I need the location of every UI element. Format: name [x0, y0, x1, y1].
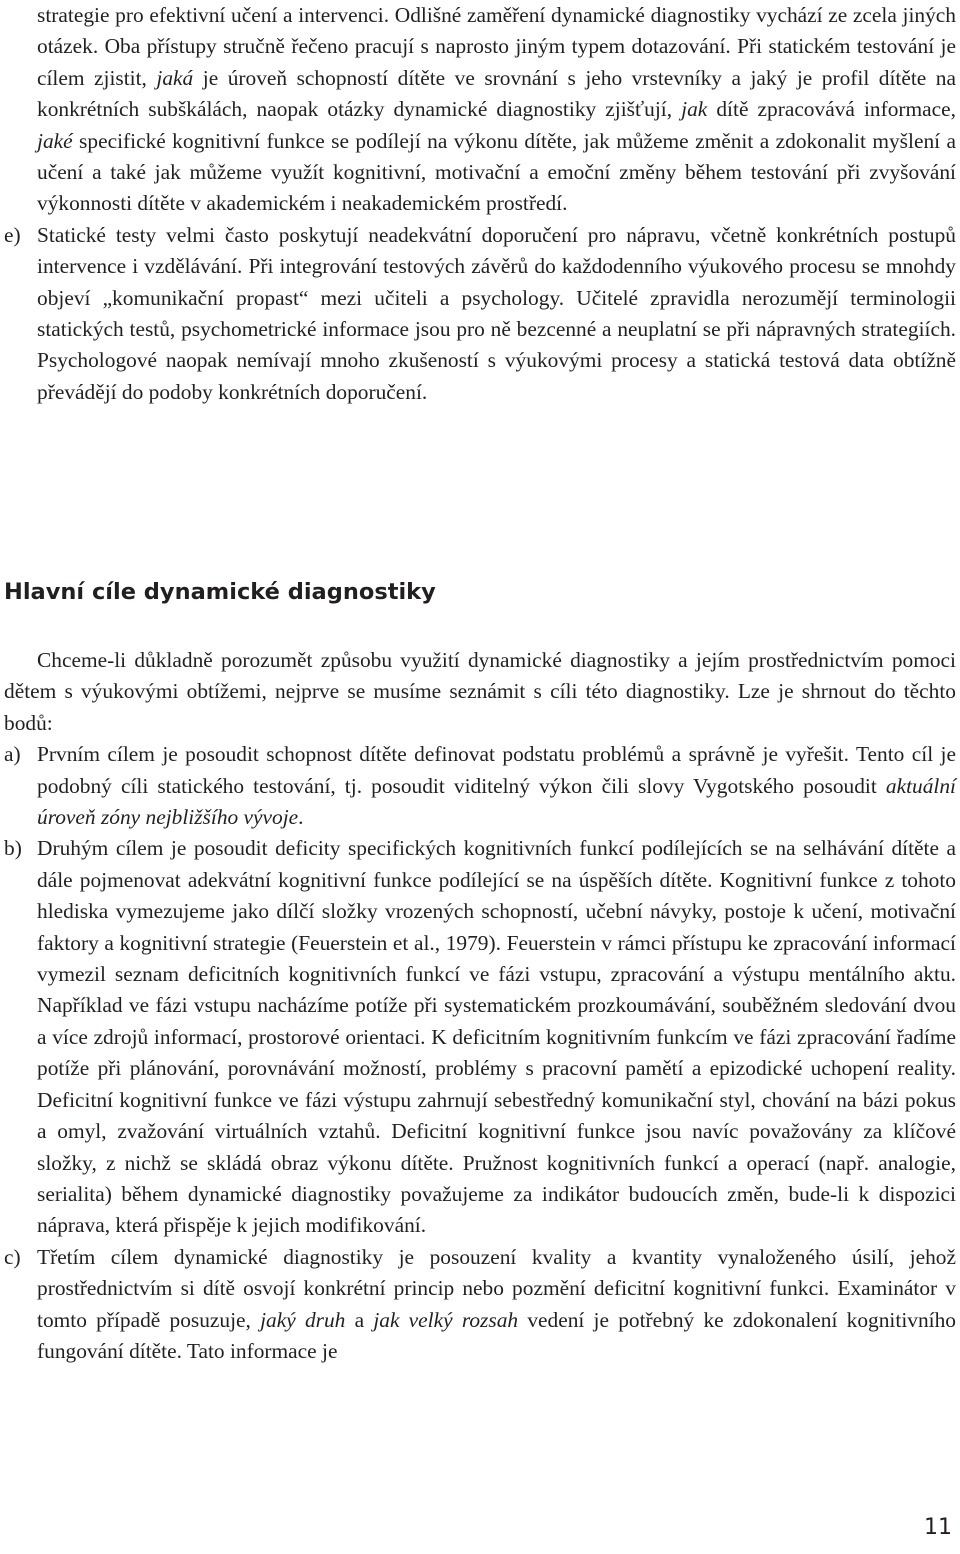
intro-paragraph: Chceme-li důkladně porozumět způsobu využití dynamické diagnostiky a jejím prostřednictvím pomoci dětem s výukovými obtížemi, nejprve se musíme seznámit s cíli této diagnostiky. Lze je shrnout do těchto bodů:: [4, 648, 956, 735]
list-marker: b): [4, 836, 22, 861]
text-run: Prvním cílem je posoudit schopnost dítěte definovat podstatu problémů a správně je vyřešit. Tento cíl je podobný cíli statického testování, tj. posoudit viditelný výkon čili slovy Vygotského posoudit: [37, 742, 956, 798]
list-item-e: [4, 220, 956, 408]
list-item-a: [4, 739, 956, 833]
continued-paragraph: [4, 0, 956, 220]
list-item-text: Statické testy velmi často poskytují neadekvátní doporučení pro nápravu, včetně konkrétních postupů intervence i vzdělávání. Při integrování testových závěrů do každodenního výukového procesu se mnohdy objeví „komunikační propast“ mezi učiteli a psychology. Učitelé zpravidla nerozumějí terminologii statických testů, psychometrické informace jsou pro ně bezcenné a neuplatní se při nápravných strategiích. Psychologové naopak nemívají mnoho zkušeností s výukovými procesy a statická testová data obtížně převádějí do podoby konkrétních doporučení.: [37, 222, 956, 404]
list-item-text: Druhým cílem je posoudit deficity specifických kognitivních funkcí podílejících se na selhávání dítěte a dále pojmenovat adekvátní kognitivní funkce podílející se na úspěších dítěte. Kognitivní funkce z tohoto hlediska vymezujeme jako dílčí složky vrozených schopností, učební návyky, postoje k učení, motivační faktory a kognitivní strategie (Feuerstein et al., 1979). Feuerstein v rámci přístupu ke zpracování informací vymezil seznam deficitních kognitivních funkcí ve fázi vstupu, zpracování a výstupu mentálního aktu. Například ve fázi vstupu nacházíme potíže při systematickém prozkoumávání, souběžném sledování dvou a více zdrojů informací, prostorové orientaci. K deficitním kognitivním funkcím ve fázi zpracování řadíme potíže při plánování, porovnávání možností, problémy s pracovní pamětí a epizodické uchopení reality. Deficitní kognitivní funkce ve fázi výstupu zahrnují sebestředný komunikační styl, chování na bázi pokus a omyl, zvažování virtuálních vztahů. Deficitní kognitivní funkce jsou navíc považovány za klíčové složky, z nichž se skládá obraz výkonu dítěte. Pružnost kognitivních funkcí a operací (např. analogie, serialita) během dynamické diagnostiky považujeme za indikátor budoucích změn, bude-li k dispozici náprava, která přispěje k jejich modifikování.: [37, 836, 956, 1238]
list-marker: e): [4, 222, 21, 247]
text-run: specifické kognitivní funkce se podílejí na výkonu dítěte, jak můžeme změnit a zdokonalit myšlení a učení a také jak můžeme využít kognitivní, motivační a emoční změny během testování při zvyšování výkonnosti dítěte v akademickém i neakademickém prostředí.: [37, 128, 956, 216]
top-text-block: [4, 0, 956, 408]
emphasis-text: jaký druh: [260, 1307, 346, 1332]
list-item-text: [37, 1242, 956, 1368]
emphasis-text: jaká: [156, 65, 194, 90]
list-marker: c): [4, 1244, 21, 1269]
list-item-text: [37, 739, 956, 833]
text-run: strategie pro efektivní učení a intervenci. Odlišné zaměření dynamické diagnostiky vychází ze zcela jiných otázek. Oba přístupy stručně řečeno pracují s naprosto jiným typem dotazování. Při statickém testování je cílem zjistit,: [37, 3, 956, 90]
page-number: 11: [924, 1515, 952, 1540]
text-run: .: [298, 805, 304, 830]
emphasis-text: jaké: [37, 128, 73, 153]
text-run: je úroveň schopností dítěte ve srovnání s jeho vrstevníky a jaký je profil dítěte na konkrétních subškálách, naopak otázky dynamické diagnostiky zjišťují,: [37, 65, 957, 122]
text-run: dítě zpracovává informace,: [707, 97, 957, 122]
list-marker: a): [4, 742, 21, 767]
text-run: Třetím cílem dynamické diagnostiky je posouzení kvality a kvantity vynaloženého úsilí, jehož prostřednictvím si dítě osvojí konkrétní princip nebo pozmění deficitní kognitivní funkci. Examinátor v tomto případě posuzuje,: [37, 1244, 956, 1332]
list-item-b: [4, 833, 956, 1241]
list-item-c: [4, 1242, 956, 1368]
emphasis-text: jak velký rozsah: [373, 1307, 519, 1332]
emphasis-text: aktuální úroveň zóny nejbližšího vývoje: [37, 773, 956, 830]
section-heading: Hlavní cíle dynamické diagnostiky: [4, 579, 436, 605]
text-run: vedení je potřebný ke zdokonalení kognitivního fungování dítěte. Tato informace je: [37, 1307, 956, 1363]
emphasis-text: jak: [681, 97, 708, 122]
section-text-block: [4, 645, 956, 1367]
text-run: a: [345, 1307, 374, 1332]
